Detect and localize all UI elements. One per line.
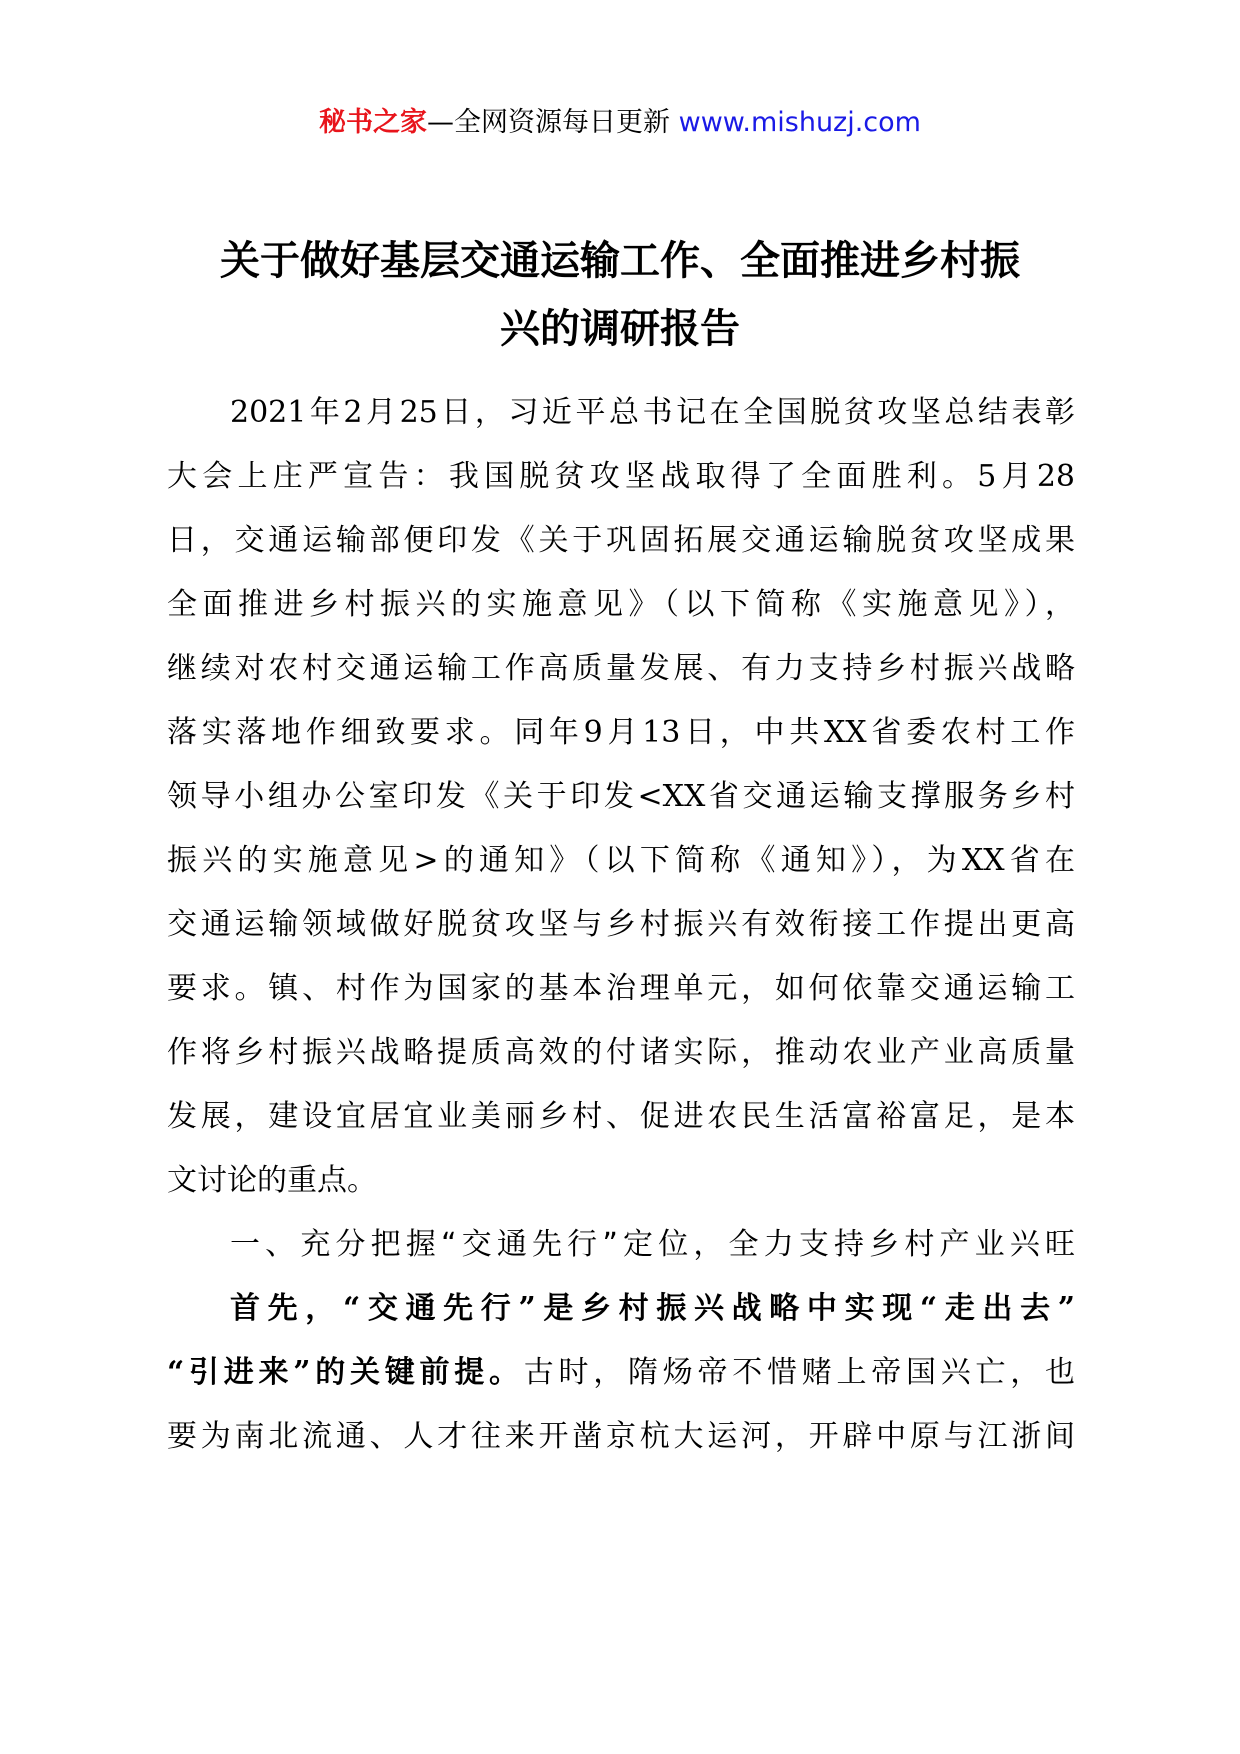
paragraph-1-line: 全面推进乡村振兴的实施意见》（以下简称《实施意见》）， [167, 587, 1075, 622]
document-title-line-2: 兴的调研报告 [500, 305, 740, 352]
paragraph-2-line-2 [167, 1341, 1075, 1405]
paragraph-2-line-2-rest: 古时，隋炀帝不惜赌上帝国兴亡，也 [523, 1355, 1076, 1390]
site-tagline: —全网资源每日更新 [427, 107, 671, 138]
paragraph-1-line: 落实落地作细致要求。同年9月13日，中共XX省委农村工作 [167, 715, 1075, 750]
paragraph-1-line: 文讨论的重点。 [167, 1163, 377, 1198]
site-url-link[interactable]: www.mishuzj.com [678, 107, 921, 138]
paragraph-1-line: 发展，建设宜居宜业美丽乡村、促进农民生活富裕富足，是本 [167, 1099, 1075, 1134]
document-title-line-1: 关于做好基层交通运输工作、全面推进乡村振 [220, 237, 1020, 284]
section-heading-1: 一、充分把握“交通先行”定位，全力支持乡村产业兴旺 [230, 1227, 1075, 1262]
paragraph-1-line: 交通运输领域做好脱贫攻坚与乡村振兴有效衔接工作提出更高 [167, 907, 1075, 942]
paragraph-1-line: 大会上庄严宣告：我国脱贫攻坚战取得了全面胜利。5月28 [167, 459, 1075, 494]
paragraph-2-bold-line: 首先，“交通先行”是乡村振兴战略中实现“走出去” [230, 1291, 1075, 1326]
paragraph-1-line: 日，交通运输部便印发《关于巩固拓展交通运输脱贫攻坚成果 [167, 523, 1075, 558]
paragraph-1-line: 领导小组办公室印发《关于印发<XX省交通运输支撑服务乡村 [167, 779, 1075, 814]
paragraph-2-line-3: 要为南北流通、人才往来开凿京杭大运河，开辟中原与江浙间 [167, 1419, 1075, 1454]
site-header [0, 103, 1240, 143]
paragraph-1-line: 振兴的实施意见>的通知》（以下简称《通知》），为XX省在 [167, 843, 1075, 878]
paragraph-2-bold-phrase: “引进来”的关键前提。 [167, 1355, 524, 1390]
paragraph-1-line: 作将乡村振兴战略提质高效的付诸实际，推动农业产业高质量 [167, 1035, 1075, 1070]
paragraph-1-line: 继续对农村交通运输工作高质量发展、有力支持乡村振兴战略 [167, 651, 1075, 686]
paragraph-1-line: 要求。镇、村作为国家的基本治理单元，如何依靠交通运输工 [167, 971, 1075, 1006]
paragraph-1-line: 2021年2月25日，习近平总书记在全国脱贫攻坚总结表彰 [230, 395, 1075, 430]
site-name: 秘书之家 [319, 107, 428, 138]
